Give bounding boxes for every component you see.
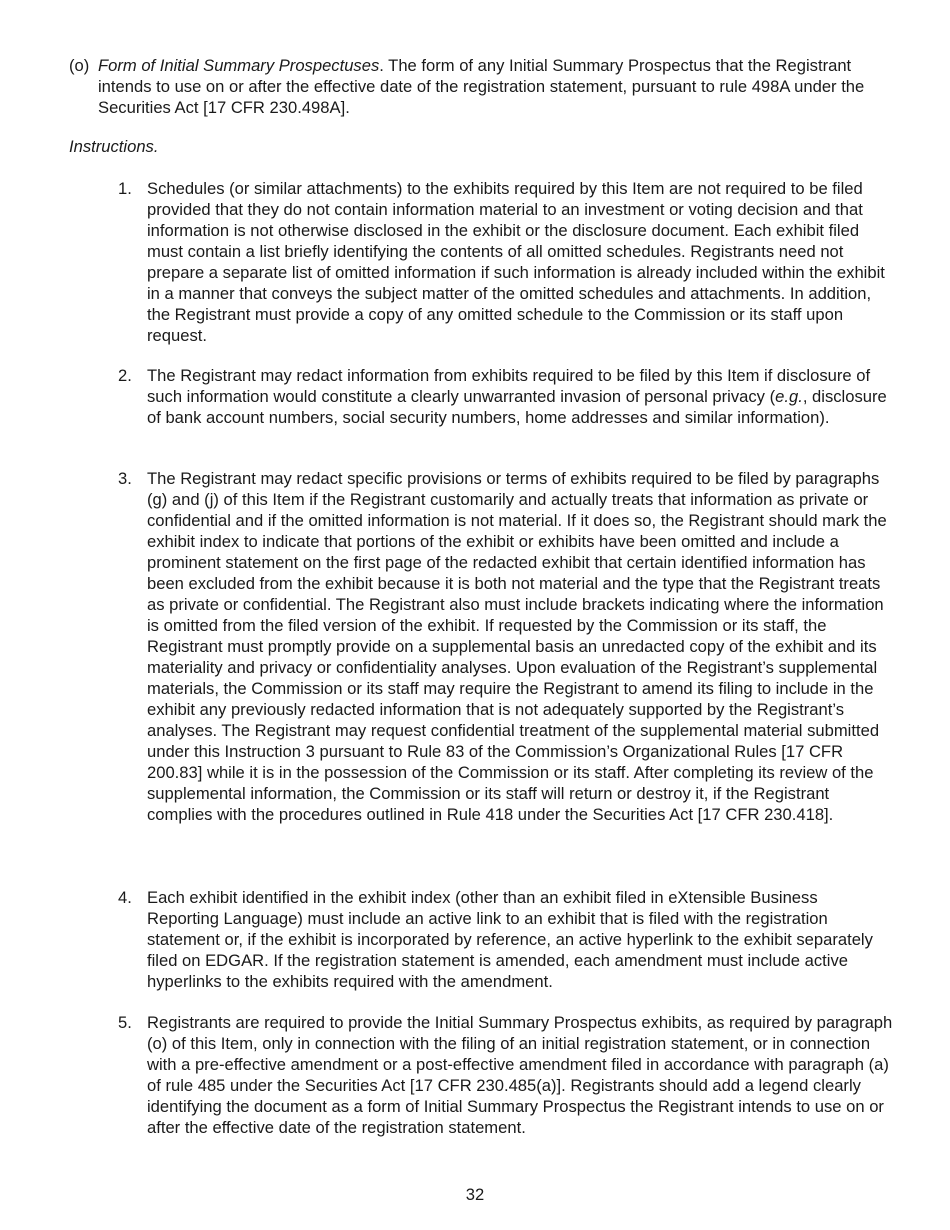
instruction-1 [118,178,894,346]
paragraph-o-marker: (o) [69,56,90,75]
instruction-text: Each exhibit identified in the exhibit index (other than an exhibit filed in eXtensible Business Reporting Language) must include an active link to an exhibit that is filed with the registration statement or, if the exhibit is incorporated by reference, an active hyperlink to the exhibit separately filed on EDGAR. If the registration statement is amended, each amendment must include active hyperlinks to the exhibits required with the amendment. [147,888,873,991]
instruction-text-part: The Registrant may redact information from exhibits required to be filed by this Item if disclosure of such information would constitute a clearly unwarranted invasion of personal privacy ( [147,366,871,406]
instruction-text-emphasis: e.g. [775,387,803,406]
instruction-2 [118,365,894,428]
instruction-text: Schedules (or similar attachments) to the exhibits required by this Item are not required to be filed provided that they do not contain information material to an investment or voting decision and that information is not otherwise disclosed in the exhibit or the disclosure document. Each exhibit filed must contain a list briefly identifying the contents of all omitted schedules. Registrants need not prepare a separate list of omitted information if such information is already included within the exhibit in a manner that conveys the subject matter of the omitted schedules and attachments. In addition, the Registrant must provide a copy of any omitted schedule to the Commission or its staff upon request. [147,179,885,345]
instruction-3 [118,468,894,825]
paragraph-o [69,55,894,118]
instruction-text [147,365,894,428]
paragraph-o-body [98,55,894,118]
instruction-4 [118,887,894,992]
instruction-number: 2. [118,366,132,385]
instruction-number: 1. [118,179,132,198]
paragraph-o-title: Form of Initial Summary Prospectuses [98,56,380,75]
instruction-text: The Registrant may redact specific provisions or terms of exhibits required to be filed by paragraphs (g) and (j) of this Item if the Registrant customarily and actually treats that information as private or confidential and if the omitted information is not material. If it does so, the Registrant should mark the exhibit index to indicate that portions of the exhibit or exhibits have been omitted and include a prominent statement on the first page of the redacted exhibit that certain identified information has been excluded from the exhibit because it is both not material and the type that the Registrant treats as private or confidential. The Registrant also must include brackets indicating where the information is omitted from the filed version of the exhibit. If requested by the Commission or its staff, the Registrant must promptly provide on a supplemental basis an unredacted copy of the exhibit and its materiality and privacy or confidentiality analyses. Upon evaluation of the Registrant’s supplemental materials, the Commission or its staff may require the Registrant to amend its filing to include in the exhibit any previously redacted information that is not adequately supported by the Registrant’s analyses. The Registrant may request confidential treatment of the supplemental material submitted under this Instruction 3 pursuant to Rule 83 of the Commission’s Organizational Rules [17 CFR 200.83] while it is in the possession of the Commission or its staff. After completing its review of the supplemental information, the Commission or its staff will return or destroy it, if the Registrant complies with the procedures outlined in Rule 418 under the Securities Act [17 CFR 230.418]. [147,469,887,824]
instruction-text: Registrants are required to provide the Initial Summary Prospectus exhibits, as required by paragraph (o) of this Item, only in connection with the filing of an initial registration statement, or in connection with a pre-effective amendment or a post-effective amendment filed in accordance with paragraph (a) of rule 485 under the Securities Act [17 CFR 230.485(a)]. Registrants should add a legend clearly identifying the document as a form of Initial Summary Prospectus the Registrant intends to use on or after the effective date of the registration statement. [147,1013,893,1137]
instruction-number: 5. [118,1013,132,1032]
instruction-number: 3. [118,469,132,488]
page-number: 32 [465,1185,485,1204]
instruction-text-part: , disclosure of bank account numbers, social security numbers, home addresses and similar information). [147,387,887,427]
instruction-5 [118,1012,894,1138]
paragraph-o-text: . The form of any Initial Summary Prospectus that the Registrant intends to use on or after the effective date of the registration statement, pursuant to rule 498A under the Securities Act [17 CFR 230.498A]. [98,56,865,117]
instructions-heading: Instructions. [69,137,159,156]
instruction-number: 4. [118,888,132,907]
